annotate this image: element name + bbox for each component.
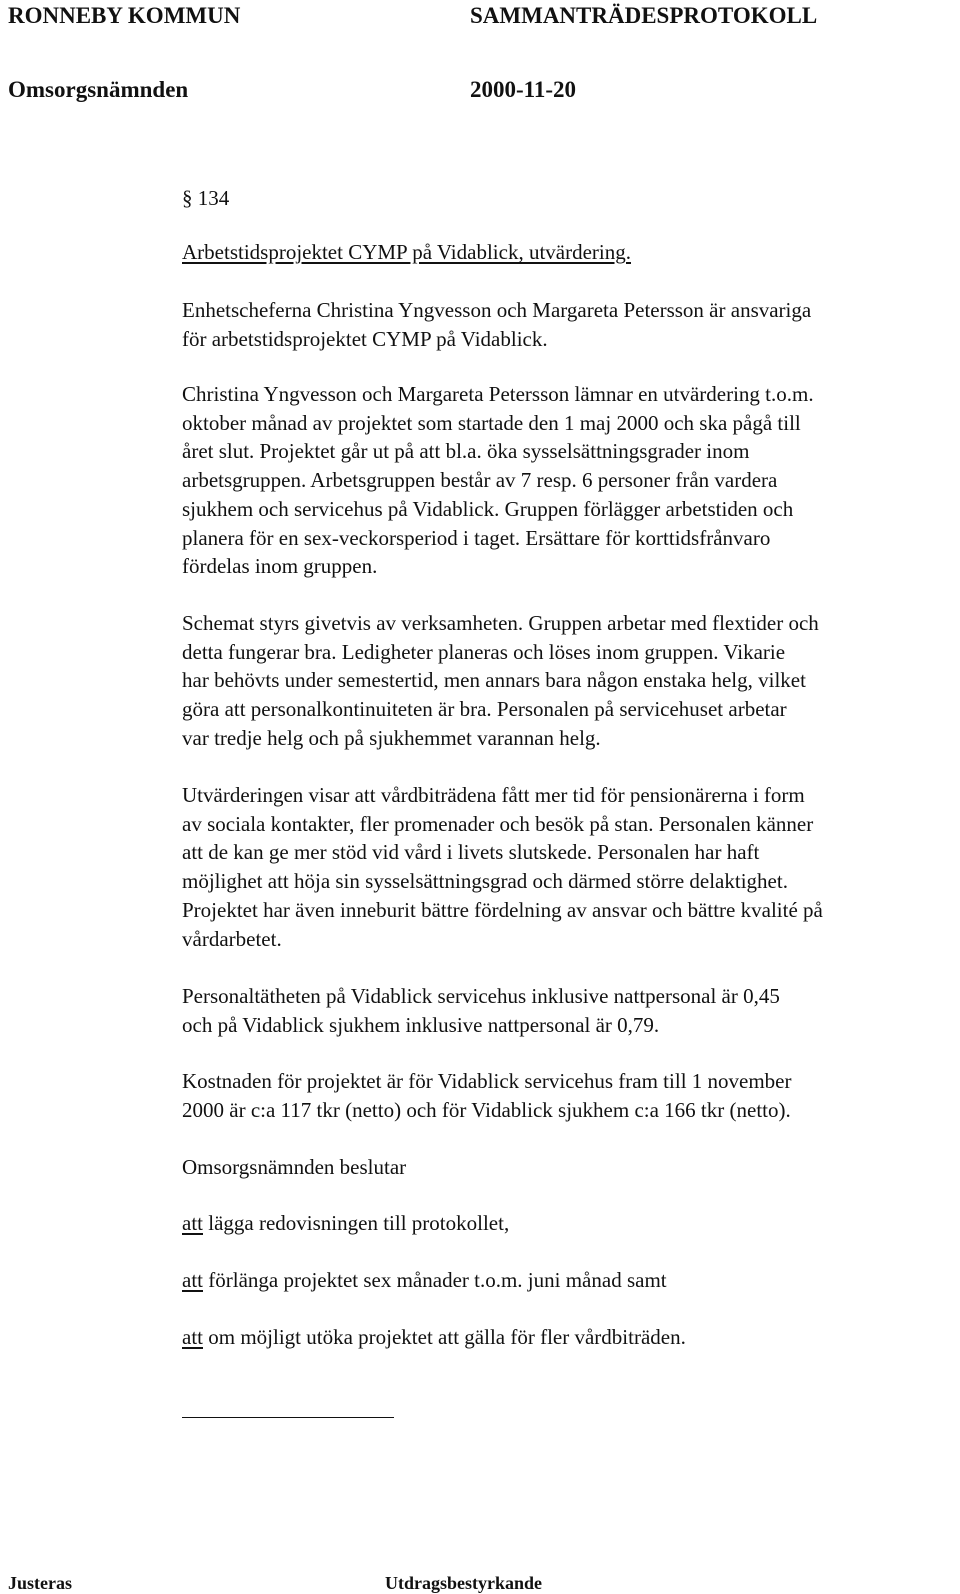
paragraph-line: Enhetscheferna Christina Yngvesson och Margareta Petersson är ansvariga [182,298,812,322]
paragraph-line: för arbetstidsprojektet CYMP på Vidablick. [182,326,548,351]
municipality-name: RONNEBY KOMMUN [8,3,241,28]
meeting-date: 2000-11-20 [470,77,577,102]
committee-name: Omsorgsnämnden [8,77,189,102]
paragraph-line: att de kan ge mer stöd vid vård i livets slutskede. Personalen har haft [182,840,760,865]
paragraph-line: vårdarbetet. [182,926,282,951]
paragraph-line: och på Vidablick sjukhem inklusive nattpersonal är 0,79. [182,1012,660,1037]
paragraph-line: Utvärderingen visar att vårdbiträdena fått mer tid för pensionärerna i form [182,783,805,807]
footer-justeras: Justeras [8,1573,72,1593]
paragraph-5 [182,982,952,1039]
paragraph-line: sjukhem och servicehus på Vidablick. Gruppen förlägger arbetstiden och [182,496,794,521]
paragraph-line: fördelas inom gruppen. [182,554,378,579]
paragraph-line: Personaltätheten på Vidablick servicehus inklusive nattpersonal är 0,45 [182,984,780,1008]
document-type: SAMMANTRÄDESPROTOKOLL [470,3,818,28]
paragraph-line: möjlighet att höja sin sysselsättningsgrad och därmed större delaktighet. [182,869,788,894]
paragraph-6 [182,1067,952,1124]
paragraph-line: detta fungerar bra. Ledigheter planeras och löses inom gruppen. Vikarie [182,639,786,664]
paragraph-line: 2000 är c:a 117 tkr (netto) och för Vidablick sjukhem c:a 166 tkr (netto). [182,1097,791,1122]
decision-keyword: att [182,1268,203,1292]
paragraph-line: planera för en sex-veckorsperiod i taget. Ersättare för korttidsfrånvaro [182,525,771,550]
paragraph-line: har behövts under semestertid, men annars bara någon enstaka helg, vilket [182,668,806,693]
decision-text: förlänga projektet sex månader t.o.m. juni månad samt [203,1268,667,1292]
footer-utdragsbestyrkande: Utdragsbestyrkande [385,1573,543,1593]
decision-text: om möjligt utöka projektet att gälla för fler vårdbiträden. [203,1325,686,1349]
paragraph-line: var tredje helg och på sjukhemmet varannan helg. [182,725,601,750]
paragraph-line: Schemat styrs givetvis av verksamheten. Gruppen arbetar med flextider och [182,611,819,635]
section-title: Arbetstidsprojektet CYMP på Vidablick, utvärdering. [182,240,631,264]
paragraph-line: Christina Yngvesson och Margareta Petersson lämnar en utvärdering t.o.m. [182,382,814,406]
decision-text: lägga redovisningen till protokollet, [203,1211,510,1235]
paragraph-1 [182,296,952,353]
decision-keyword: att [182,1211,203,1235]
paragraph-line: göra att personalkontinuiteten är bra. Personalen på servicehuset arbetar [182,697,787,722]
paragraph-line: arbetsgruppen. Arbetsgruppen består av 7 resp. 6 personer från vardera [182,468,778,493]
paragraph-3 [182,609,952,753]
decision-item [182,1209,952,1238]
paragraph-line: Projektet har även inneburit bättre fördelning av ansvar och bättre kvalité på [182,897,823,922]
decision-item [182,1266,952,1295]
closing-rule [182,1417,394,1418]
paragraph-line: Kostnaden för projektet är för Vidablick servicehus fram till 1 november [182,1069,792,1093]
decision-item [182,1323,952,1352]
paragraph-line: av sociala kontakter, fler promenader och besök på stan. Personalen känner [182,811,814,836]
paragraph-4 [182,781,952,953]
paragraph-line: oktober månad av projektet som startade den 1 maj 2000 och ska pågå till [182,410,801,435]
decision-keyword: att [182,1325,203,1349]
paragraph-2 [182,380,952,581]
paragraph-line: året slut. Projektet går ut på att bl.a. öka sysselsättningsgrader inom [182,439,750,464]
section-number: § 134 [182,186,230,210]
decision-intro: Omsorgsnämnden beslutar [182,1155,407,1179]
